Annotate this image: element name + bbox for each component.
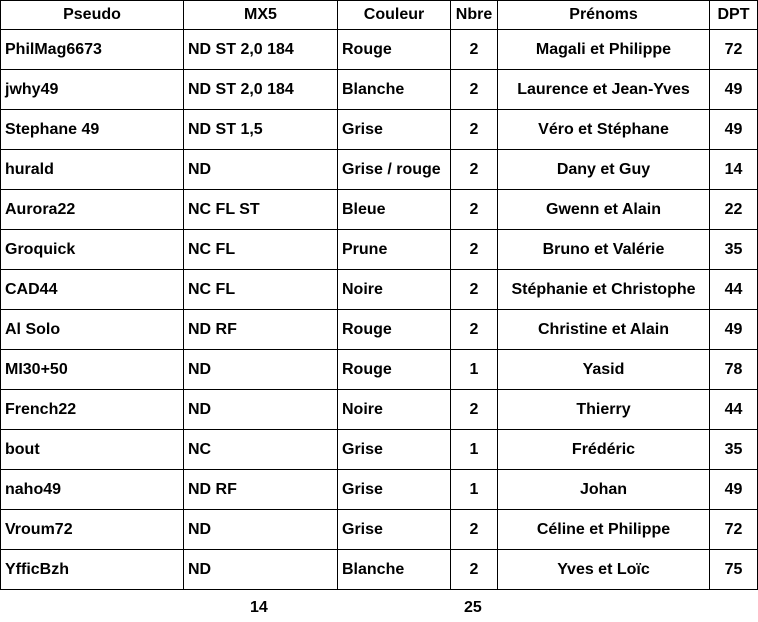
cell-mx5: ND [184, 350, 338, 390]
cell-mx5: ND [184, 550, 338, 590]
table-row [1, 30, 758, 70]
cell-prenoms: Dany et Guy [498, 150, 710, 190]
cell-prenoms: Gwenn et Alain [498, 190, 710, 230]
cell-pseudo: PhilMag6673 [1, 30, 184, 70]
cell-nbre: 1 [451, 350, 498, 390]
table-row [1, 470, 758, 510]
header-couleur: Couleur [338, 1, 451, 30]
cell-couleur: Rouge [338, 350, 451, 390]
cell-nbre: 2 [451, 190, 498, 230]
cell-couleur: Grise [338, 470, 451, 510]
table-row [1, 310, 758, 350]
cell-couleur: Grise [338, 430, 451, 470]
cell-nbre: 1 [451, 470, 498, 510]
table-row [1, 350, 758, 390]
table-row [1, 70, 758, 110]
cell-couleur: Blanche [338, 550, 451, 590]
table-header-row [1, 1, 758, 30]
cell-nbre: 2 [451, 310, 498, 350]
cell-dpt: 49 [710, 470, 758, 510]
cell-nbre: 1 [451, 430, 498, 470]
cell-dpt: 49 [710, 110, 758, 150]
cell-dpt: 22 [710, 190, 758, 230]
header-nbre: Nbre [451, 1, 498, 30]
cell-mx5: ND RF [184, 310, 338, 350]
cell-dpt: 35 [710, 230, 758, 270]
cell-mx5: NC FL ST [184, 190, 338, 230]
cell-couleur: Grise [338, 510, 451, 550]
cell-nbre: 2 [451, 150, 498, 190]
total-mx5-count: 14 [250, 599, 268, 616]
cell-mx5: ND [184, 390, 338, 430]
cell-pseudo: Al Solo [1, 310, 184, 350]
table-row [1, 110, 758, 150]
cell-couleur: Rouge [338, 30, 451, 70]
cell-prenoms: Stéphanie et Christophe [498, 270, 710, 310]
table-body [1, 30, 758, 590]
cell-dpt: 78 [710, 350, 758, 390]
cell-nbre: 2 [451, 550, 498, 590]
cell-mx5: ND ST 1,5 [184, 110, 338, 150]
cell-couleur: Grise [338, 110, 451, 150]
cell-pseudo: MI30+50 [1, 350, 184, 390]
cell-prenoms: Yves et Loïc [498, 550, 710, 590]
table-row [1, 550, 758, 590]
cell-mx5: ND [184, 510, 338, 550]
cell-couleur: Grise / rouge [338, 150, 451, 190]
header-dpt: DPT [710, 1, 758, 30]
cell-prenoms: Christine et Alain [498, 310, 710, 350]
table-row [1, 190, 758, 230]
cell-couleur: Noire [338, 390, 451, 430]
cell-pseudo: Vroum72 [1, 510, 184, 550]
cell-nbre: 2 [451, 390, 498, 430]
header-prenoms: Prénoms [498, 1, 710, 30]
cell-prenoms: Yasid [498, 350, 710, 390]
table-row [1, 510, 758, 550]
cell-prenoms: Frédéric [498, 430, 710, 470]
total-nbre-sum: 25 [464, 599, 482, 616]
cell-couleur: Bleue [338, 190, 451, 230]
header-mx5: MX5 [184, 1, 338, 30]
cell-mx5: NC FL [184, 270, 338, 310]
cell-pseudo: French22 [1, 390, 184, 430]
cell-dpt: 72 [710, 30, 758, 70]
cell-pseudo: YfficBzh [1, 550, 184, 590]
table-row [1, 270, 758, 310]
cell-prenoms: Magali et Philippe [498, 30, 710, 70]
cell-pseudo: CAD44 [1, 270, 184, 310]
table-row [1, 390, 758, 430]
cell-prenoms: Bruno et Valérie [498, 230, 710, 270]
cell-mx5: NC FL [184, 230, 338, 270]
cell-dpt: 49 [710, 70, 758, 110]
cell-dpt: 35 [710, 430, 758, 470]
cell-dpt: 75 [710, 550, 758, 590]
cell-mx5: ND [184, 150, 338, 190]
cell-pseudo: naho49 [1, 470, 184, 510]
cell-couleur: Blanche [338, 70, 451, 110]
cell-pseudo: Aurora22 [1, 190, 184, 230]
cell-couleur: Rouge [338, 310, 451, 350]
cell-prenoms: Johan [498, 470, 710, 510]
cell-prenoms: Laurence et Jean-Yves [498, 70, 710, 110]
cell-couleur: Noire [338, 270, 451, 310]
header-pseudo: Pseudo [1, 1, 184, 30]
cell-pseudo: bout [1, 430, 184, 470]
cell-nbre: 2 [451, 110, 498, 150]
cell-pseudo: Stephane 49 [1, 110, 184, 150]
cell-dpt: 14 [710, 150, 758, 190]
cell-nbre: 2 [451, 30, 498, 70]
cell-dpt: 44 [710, 270, 758, 310]
cell-pseudo: Groquick [1, 230, 184, 270]
table-row [1, 230, 758, 270]
cell-prenoms: Véro et Stéphane [498, 110, 710, 150]
cell-dpt: 49 [710, 310, 758, 350]
cell-mx5: ND ST 2,0 184 [184, 30, 338, 70]
cell-mx5: ND ST 2,0 184 [184, 70, 338, 110]
cell-pseudo: hurald [1, 150, 184, 190]
cell-nbre: 2 [451, 70, 498, 110]
table-row [1, 430, 758, 470]
cell-dpt: 72 [710, 510, 758, 550]
table-row [1, 150, 758, 190]
cell-couleur: Prune [338, 230, 451, 270]
cell-nbre: 2 [451, 510, 498, 550]
cell-dpt: 44 [710, 390, 758, 430]
cell-prenoms: Thierry [498, 390, 710, 430]
cell-prenoms: Céline et Philippe [498, 510, 710, 550]
cell-mx5: ND RF [184, 470, 338, 510]
cell-nbre: 2 [451, 230, 498, 270]
cell-nbre: 2 [451, 270, 498, 310]
cell-pseudo: jwhy49 [1, 70, 184, 110]
cell-mx5: NC [184, 430, 338, 470]
